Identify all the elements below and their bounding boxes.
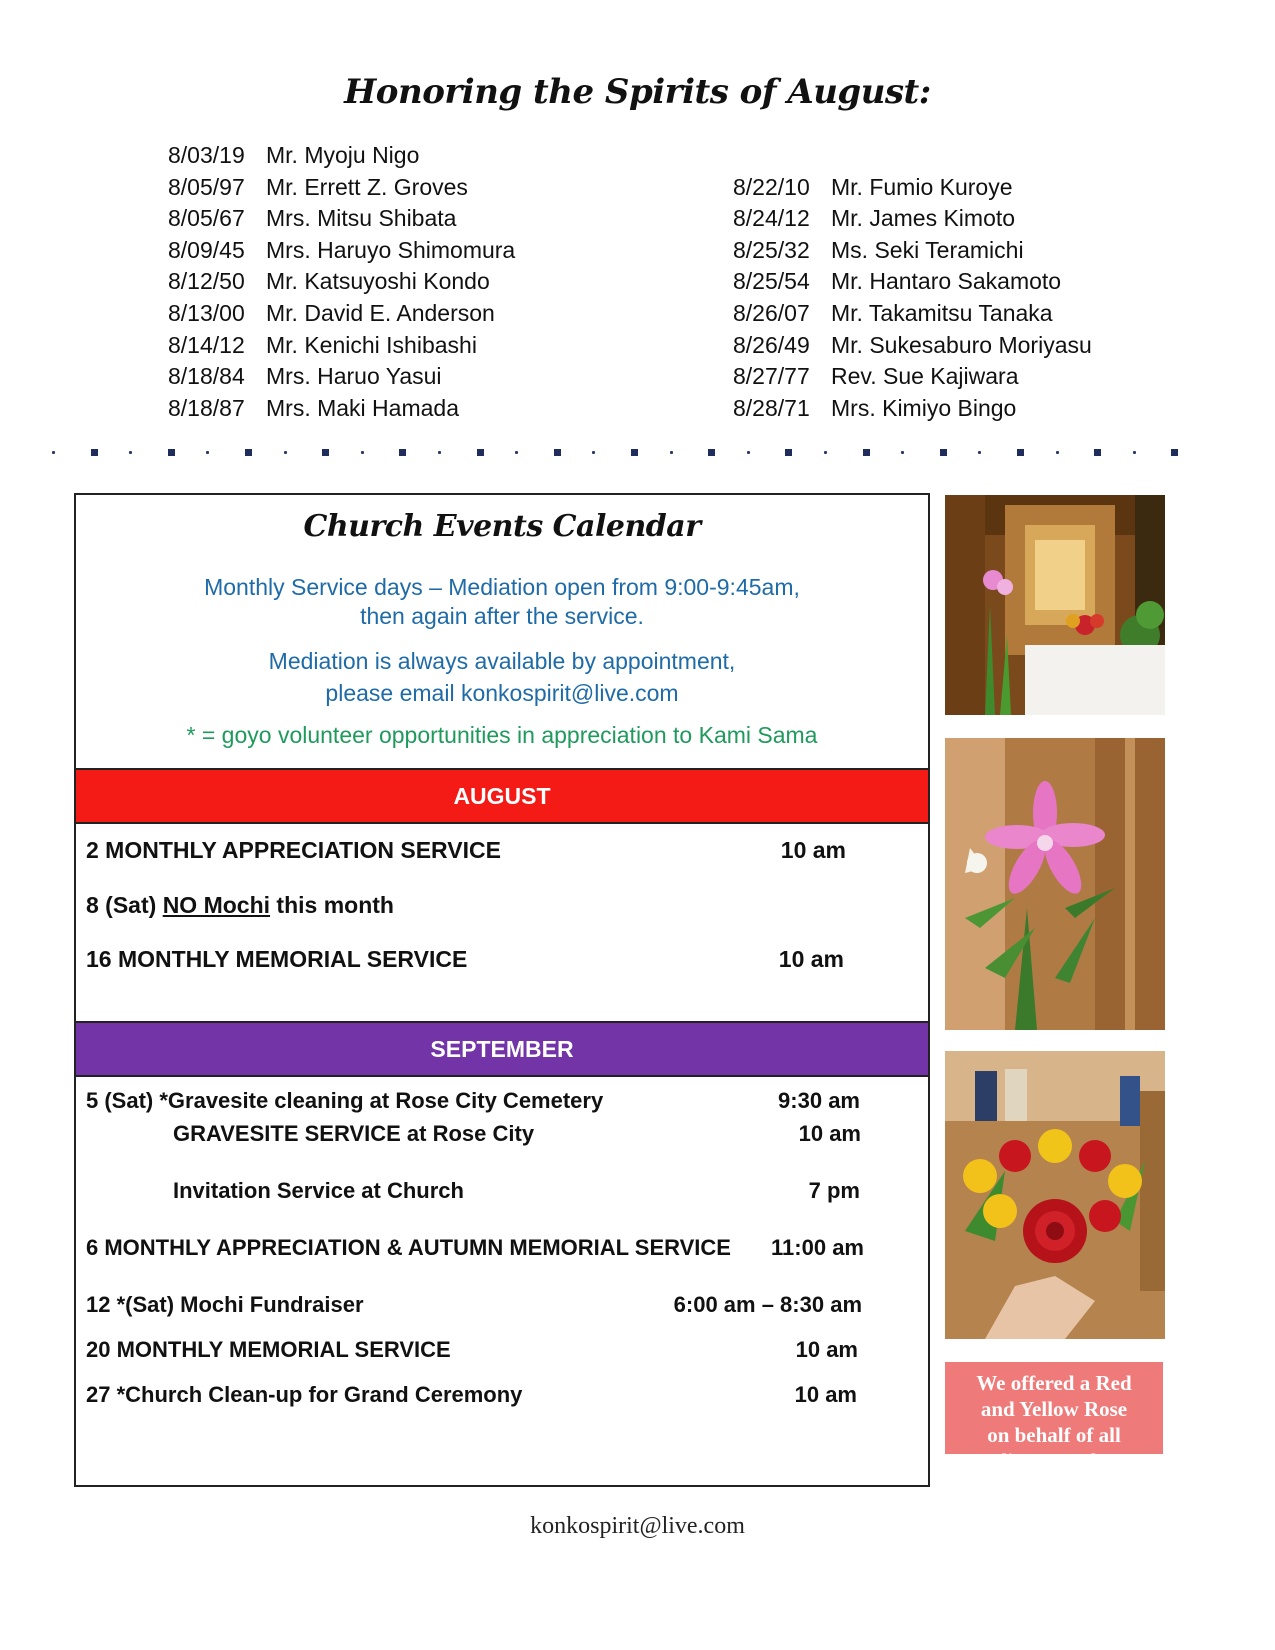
divider-dot [1171, 449, 1178, 456]
dotted-divider [52, 447, 1172, 459]
memorial-name: Mrs. Haruo Yasui [266, 363, 442, 390]
events-calendar [74, 493, 930, 1487]
event-item: 20 MONTHLY MEMORIAL SERVICE [86, 1337, 451, 1362]
memorial-entry [168, 330, 515, 362]
memorial-name: Mr. Katsuyoshi Kondo [266, 268, 490, 295]
event-time: 10 am [778, 946, 844, 972]
divider-dot [515, 451, 518, 454]
memorial-name: Mr. Takamitsu Tanaka [831, 299, 1053, 326]
memorial-date: 8/25/32 [733, 236, 810, 263]
divider-dot [1017, 449, 1024, 456]
event-time: 10 am [794, 1382, 857, 1407]
memorial-list-right [733, 172, 1092, 425]
calendar-title: Church Events Calendar [303, 509, 701, 544]
memorial-name: Ms. Seki Teramichi [831, 236, 1024, 263]
divider-dot [978, 451, 981, 454]
memorial-name: Mr. James Kimoto [831, 205, 1016, 232]
memorial-date: 8/13/00 [168, 299, 245, 326]
memorial-name: Mr. David E. Anderson [266, 299, 495, 326]
event-time: 7 pm [808, 1178, 860, 1203]
divider-dot [52, 451, 55, 454]
memorial-date: 8/24/12 [733, 205, 810, 232]
memorial-entry [168, 203, 515, 235]
event-emphasis: NO Mochi [162, 892, 271, 918]
memorial-name: Mrs. Mitsu Shibata [266, 205, 457, 232]
memorial-list-left [168, 140, 515, 424]
memorial-name: Mr. Kenichi Ishibashi [266, 331, 477, 358]
memorial-entry [168, 266, 515, 298]
memorial-entry [168, 235, 515, 267]
memorial-date: 8/26/07 [733, 299, 810, 326]
service-note-line1: Monthly Service days – Mediation open from 9:00-9:45am, [204, 574, 800, 600]
memorial-date: 8/05/97 [168, 173, 245, 200]
divider-dot [206, 451, 209, 454]
page-title: Honoring the Spirits of August: [344, 72, 931, 112]
divider-dot [1056, 451, 1059, 454]
divider-dot [708, 449, 715, 456]
event-time: 10 am [795, 1337, 858, 1362]
divider-dot [824, 451, 827, 454]
divider-dot [901, 451, 904, 454]
divider-dot [361, 451, 364, 454]
divider-dot [785, 449, 792, 456]
service-note-line2: then again after the service. [360, 603, 644, 629]
month-header-september: SEPTEMBER [76, 1021, 928, 1077]
photo-caption [945, 1362, 1163, 1473]
memorial-entry [168, 298, 515, 330]
memorial-entry [168, 140, 515, 172]
memorial-name: Mr. Errett Z. Groves [266, 173, 468, 200]
memorial-entry [733, 235, 1092, 267]
memorial-date: 8/26/49 [733, 331, 810, 358]
memorial-entry [733, 330, 1092, 362]
divider-dot [438, 451, 441, 454]
event-item [86, 892, 394, 919]
memorial-name: Mr. Hantaro Sakamoto [831, 268, 1062, 295]
divider-dot [747, 451, 750, 454]
divider-dot [91, 449, 98, 456]
altar-photo [945, 495, 1165, 715]
memorial-name: Mrs. Maki Hamada [266, 394, 459, 421]
memorial-entry [733, 203, 1092, 235]
event-item: 12 *(Sat) Mochi Fundraiser [86, 1292, 364, 1317]
memorial-entry [733, 361, 1092, 393]
event-time: 10 am [780, 837, 846, 863]
divider-dot [399, 449, 406, 456]
caption-line: We offered a Red [976, 1371, 1132, 1395]
divider-dot [129, 451, 132, 454]
memorial-date: 8/18/87 [168, 394, 245, 421]
memorial-name: Mrs. Kimiyo Bingo [831, 394, 1017, 421]
event-item: GRAVESITE SERVICE at Rose City [173, 1121, 535, 1146]
event-item: 6 MONTHLY APPRECIATION & AUTUMN MEMORIAL SERVICE [86, 1235, 731, 1260]
event-time: 10 am [798, 1121, 861, 1146]
memorial-date: 8/09/45 [168, 236, 245, 263]
mediation-note-line2: please email konkospirit@live.com [325, 680, 679, 706]
memorial-date: 8/14/12 [168, 331, 245, 358]
divider-dot [940, 449, 947, 456]
memorial-date: 8/18/84 [168, 363, 245, 390]
memorial-entry [733, 393, 1092, 425]
event-item: 27 *Church Clean-up for Grand Ceremony [86, 1382, 523, 1407]
event-item: Invitation Service at Church [173, 1178, 464, 1203]
divider-dot [592, 451, 595, 454]
divider-dot [168, 449, 175, 456]
memorial-entry [168, 361, 515, 393]
divider-dot [554, 449, 561, 456]
memorial-entry [733, 172, 1092, 204]
event-item: 2 MONTHLY APPRECIATION SERVICE [86, 837, 501, 863]
memorial-date: 8/05/67 [168, 205, 245, 232]
memorial-entry [168, 393, 515, 425]
lily-photo [945, 738, 1165, 1030]
divider-dot [245, 449, 252, 456]
event-text: this month [270, 892, 394, 918]
memorial-date: 8/27/77 [733, 363, 810, 390]
event-time: 11:00 am [771, 1235, 864, 1260]
month-header-august: AUGUST [76, 768, 928, 824]
caption-line: and Yellow Rose [980, 1397, 1128, 1421]
event-text: 8 (Sat) [86, 892, 163, 918]
divider-dot [863, 449, 870, 456]
divider-dot [1133, 451, 1136, 454]
memorial-name: Mr. Fumio Kuroye [831, 173, 1013, 200]
memorial-date: 8/28/71 [733, 394, 810, 421]
event-time: 6:00 am – 8:30 am [673, 1292, 862, 1317]
memorial-entry [168, 172, 515, 204]
caption-line: on behalf of all [987, 1423, 1121, 1447]
divider-dot [477, 449, 484, 456]
caption-line: online attendees. [979, 1449, 1129, 1473]
divider-dot [284, 451, 287, 454]
memorial-name: Mrs. Haruyo Shimomura [266, 236, 516, 263]
footer-email: konkospirit@live.com [530, 1513, 745, 1539]
divider-dot [670, 451, 673, 454]
memorial-entry [733, 298, 1092, 330]
divider-dot [322, 449, 329, 456]
roses-photo [945, 1051, 1165, 1339]
memorial-name: Rev. Sue Kajiwara [831, 363, 1019, 390]
memorial-date: 8/25/54 [733, 268, 810, 295]
memorial-entry [733, 266, 1092, 298]
memorial-date: 8/03/19 [168, 142, 245, 168]
divider-dot [1094, 449, 1101, 456]
event-item: 5 (Sat) *Gravesite cleaning at Rose City Cemetery [86, 1088, 604, 1113]
memorial-date: 8/22/10 [733, 173, 810, 200]
memorial-name: Mr. Myoju Nigo [266, 142, 420, 168]
memorial-date: 8/12/50 [168, 268, 245, 295]
mediation-note-line1: Mediation is always available by appointment, [268, 648, 736, 674]
memorial-name: Mr. Sukesaburo Moriyasu [831, 331, 1092, 358]
goyo-note: * = goyo volunteer opportunities in appreciation to Kami Sama [186, 722, 818, 748]
event-time: 9:30 am [778, 1088, 860, 1113]
divider-dot [631, 449, 638, 456]
event-item: 16 MONTHLY MEMORIAL SERVICE [86, 946, 468, 972]
